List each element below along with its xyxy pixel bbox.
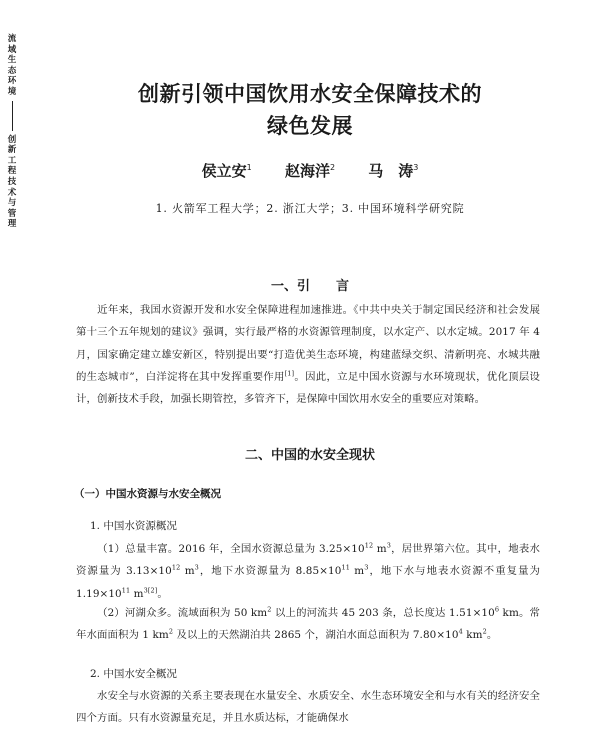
citation[interactable]: [1] xyxy=(284,369,295,378)
author: 赵海洋$^2$ xyxy=(284,162,336,180)
title-line-2: 绿色发展 xyxy=(267,114,353,138)
subsubsection-heading-1-2: 2. 中国水安全概况 xyxy=(90,668,177,680)
subsection-heading-1: （一）中国水资源与水安全概况 xyxy=(74,488,221,500)
author: 马 涛$^3$ xyxy=(368,162,419,180)
paragraph-water-security: 水安全与水资源的关系主要表现在水量安全、水质安全、水生态环境安全和与水有关的经济安全四个方面。只有水资源量充足，并且水质达标，才能确保水 xyxy=(76,690,540,725)
side-divider xyxy=(12,101,13,131)
section-heading-intro: 一、引 言 xyxy=(270,279,349,294)
affiliations: 1. 火箭军工程大学；2. 浙江大学；3. 中国环境科学研究院 xyxy=(155,202,465,215)
intro-paragraph: 近年来，我国水资源开发和水安全保障进程加速推进。《中共中央关于制定国民经济和社会发展第十三个五年规划的建议》强调，实行最严格的水资源管理制度，以水定产、以水定城。2017 年 4 月，国家确定建立雄安新区，特别提出要“打造优美生态环境，构建蓝绿交织、清新明亮、水城共融的生态城市”，白洋淀将在其中发挥重要作用[1]。因此，立足中国水资源与水环境现状，优化顶层设计，创新技术手段，加强长期管控，多管齐下，是保障中国饮用水安全的重要应对策略。 xyxy=(76,304,540,406)
journal-side-label xyxy=(5,34,19,230)
side-label-bottom: 创 新 工 程 技 术 与 管 理 xyxy=(7,134,17,230)
paragraph-total-resources: （1）总量丰富。2016 年，全国水资源总量为 $3.25\times 10^{12}$ $m^3$，居世界第六位。其中，地表水资源量为 $3.13\times 10^{12}$ $m^3$，地下水资源量为 $8.85\times 10^{11}$ $m^3$，地下水与地表水资源不重复量为 $1.19\times 10^{11}$ $m^{3[2]}$。 xyxy=(76,541,541,600)
side-label-top: 流 域 生 态 环 境 xyxy=(7,34,17,97)
section-heading-status: 二、中国的水安全现状 xyxy=(244,448,375,463)
paragraph-rivers-lakes: （2）河湖众多。流域面积为 50 $km^2$ 以上的河流共 45 203 条，总长度达 $1.51\times 10^6$ km。常年水面面积为 1 $km^2$ 及以上的天然湖泊共 2865 个，湖泊水面总面积为 $7.80\times 10^4$ $km^2$。 xyxy=(76,605,541,642)
author: 侯立安$^1$ xyxy=(201,162,252,180)
authors xyxy=(80,160,540,181)
subsubsection-heading-1-1: 1. 中国水资源概况 xyxy=(90,520,177,532)
title-line-1: 创新引领中国饮用水安全保障技术的 xyxy=(138,82,482,106)
